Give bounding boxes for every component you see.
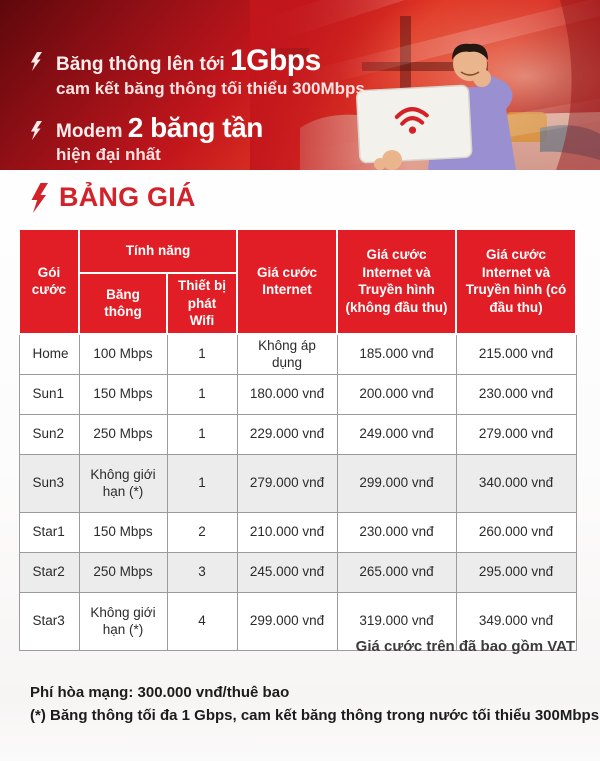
tv-with-receiver-price-cell: 340.000 vnđ bbox=[456, 454, 576, 512]
tv-no-receiver-price-cell: 185.000 vnđ bbox=[337, 334, 456, 375]
asterisk-note: (*) Băng thông tối đa 1 Gbps, cam kết băng thông trong nước tối thiểu 300Mbps bbox=[30, 706, 600, 724]
bandwidth-cell: 250 Mbps bbox=[79, 552, 167, 592]
col-header-internet-tv-with-receiver: Giá cước Internet và Truyền hình (có đầu thu) bbox=[456, 229, 576, 334]
tv-no-receiver-price-cell: 200.000 vnđ bbox=[337, 374, 456, 414]
table-row-sun3 bbox=[19, 454, 576, 512]
col-header-package: Gói cước bbox=[19, 229, 79, 334]
vat-note: Giá cước trên đã bao gồm VAT bbox=[355, 638, 575, 655]
tv-with-receiver-price-cell: 279.000 vnđ bbox=[456, 414, 576, 454]
tv-no-receiver-price-cell: 249.000 vnđ bbox=[337, 414, 456, 454]
wifi-count-cell: 2 bbox=[167, 512, 237, 552]
connection-fee-note: Phí hòa mạng: 300.000 vnđ/thuê bao bbox=[30, 684, 290, 701]
package-name: Home bbox=[19, 334, 79, 375]
tv-no-receiver-price-cell: 265.000 vnđ bbox=[337, 552, 456, 592]
lightning-bolt-icon bbox=[30, 52, 42, 71]
package-name: Sun3 bbox=[19, 454, 79, 512]
bandwidth-cell: Không giới hạn (*) bbox=[79, 592, 167, 650]
tv-with-receiver-price-cell: 230.000 vnđ bbox=[456, 374, 576, 414]
tv-with-receiver-price-cell: 260.000 vnđ bbox=[456, 512, 576, 552]
page-title: BẢNG GIÁ bbox=[59, 182, 196, 212]
bandwidth-cell: 150 Mbps bbox=[79, 374, 167, 414]
table-row-sun2 bbox=[19, 414, 576, 454]
banner-headline-2: Modem 2 băng tần bbox=[56, 111, 263, 143]
lightning-bolt-icon bbox=[30, 121, 42, 140]
banner-bullet-1 bbox=[30, 44, 365, 99]
col-header-internet-tv-no-receiver: Giá cước Internet và Truyền hình (không đầu thu) bbox=[337, 229, 456, 334]
banner-bullet-2 bbox=[30, 113, 365, 165]
banner-subline-1: cam kết băng thông tối thiểu 300Mbps bbox=[56, 79, 365, 98]
wifi-count-cell: 1 bbox=[167, 374, 237, 414]
col-header-features: Tính năng bbox=[79, 229, 237, 273]
bandwidth-cell: 150 Mbps bbox=[79, 512, 167, 552]
table-row-home bbox=[19, 334, 576, 375]
table-row-star1 bbox=[19, 512, 576, 552]
bandwidth-cell: 100 Mbps bbox=[79, 334, 167, 375]
wifi-count-cell: 4 bbox=[167, 592, 237, 650]
col-header-bandwidth: Băng thông bbox=[79, 273, 167, 334]
banner-bullets bbox=[30, 44, 365, 170]
internet-price-cell: Không áp dụng bbox=[237, 334, 337, 375]
table-row-star2 bbox=[19, 552, 576, 592]
price-list-heading bbox=[30, 182, 196, 213]
tv-with-receiver-price-cell: 295.000 vnđ bbox=[456, 552, 576, 592]
wifi-count-cell: 1 bbox=[167, 334, 237, 375]
wifi-count-cell: 3 bbox=[167, 552, 237, 592]
internet-price-cell: 299.000 vnđ bbox=[237, 592, 337, 650]
package-name: Sun2 bbox=[19, 414, 79, 454]
internet-price-cell: 229.000 vnđ bbox=[237, 414, 337, 454]
price-table bbox=[18, 228, 577, 651]
wifi-count-cell: 1 bbox=[167, 454, 237, 512]
tv-no-receiver-price-cell: 299.000 vnđ bbox=[337, 454, 456, 512]
price-table-header bbox=[19, 229, 576, 334]
internet-price-cell: 180.000 vnđ bbox=[237, 374, 337, 414]
col-header-internet-price: Giá cước Internet bbox=[237, 229, 337, 334]
banner-headline-1: Băng thông lên tới 1Gbps bbox=[56, 44, 321, 77]
table-row-sun1 bbox=[19, 374, 576, 414]
package-name: Star2 bbox=[19, 552, 79, 592]
tv-with-receiver-price-cell: 349.000 vnđ bbox=[456, 592, 576, 650]
package-name: Sun1 bbox=[19, 374, 79, 414]
bandwidth-cell: 250 Mbps bbox=[79, 414, 167, 454]
promo-banner bbox=[0, 0, 600, 170]
col-header-wifi-device: Thiết bị phát Wifi bbox=[167, 273, 237, 334]
footer-notes bbox=[30, 682, 599, 727]
internet-price-cell: 279.000 vnđ bbox=[237, 454, 337, 512]
tv-no-receiver-price-cell: 230.000 vnđ bbox=[337, 512, 456, 552]
internet-price-cell: 245.000 vnđ bbox=[237, 552, 337, 592]
wifi-count-cell: 1 bbox=[167, 414, 237, 454]
internet-price-cell: 210.000 vnđ bbox=[237, 512, 337, 552]
lightning-bolt-icon bbox=[30, 183, 48, 213]
banner-subline-2: hiện đại nhất bbox=[56, 145, 161, 165]
tv-with-receiver-price-cell: 215.000 vnđ bbox=[456, 334, 576, 375]
package-name: Star1 bbox=[19, 512, 79, 552]
package-name: Star3 bbox=[19, 592, 79, 650]
tv-no-receiver-price-cell: 319.000 vnđ bbox=[337, 592, 456, 650]
bandwidth-cell: Không giới hạn (*) bbox=[79, 454, 167, 512]
